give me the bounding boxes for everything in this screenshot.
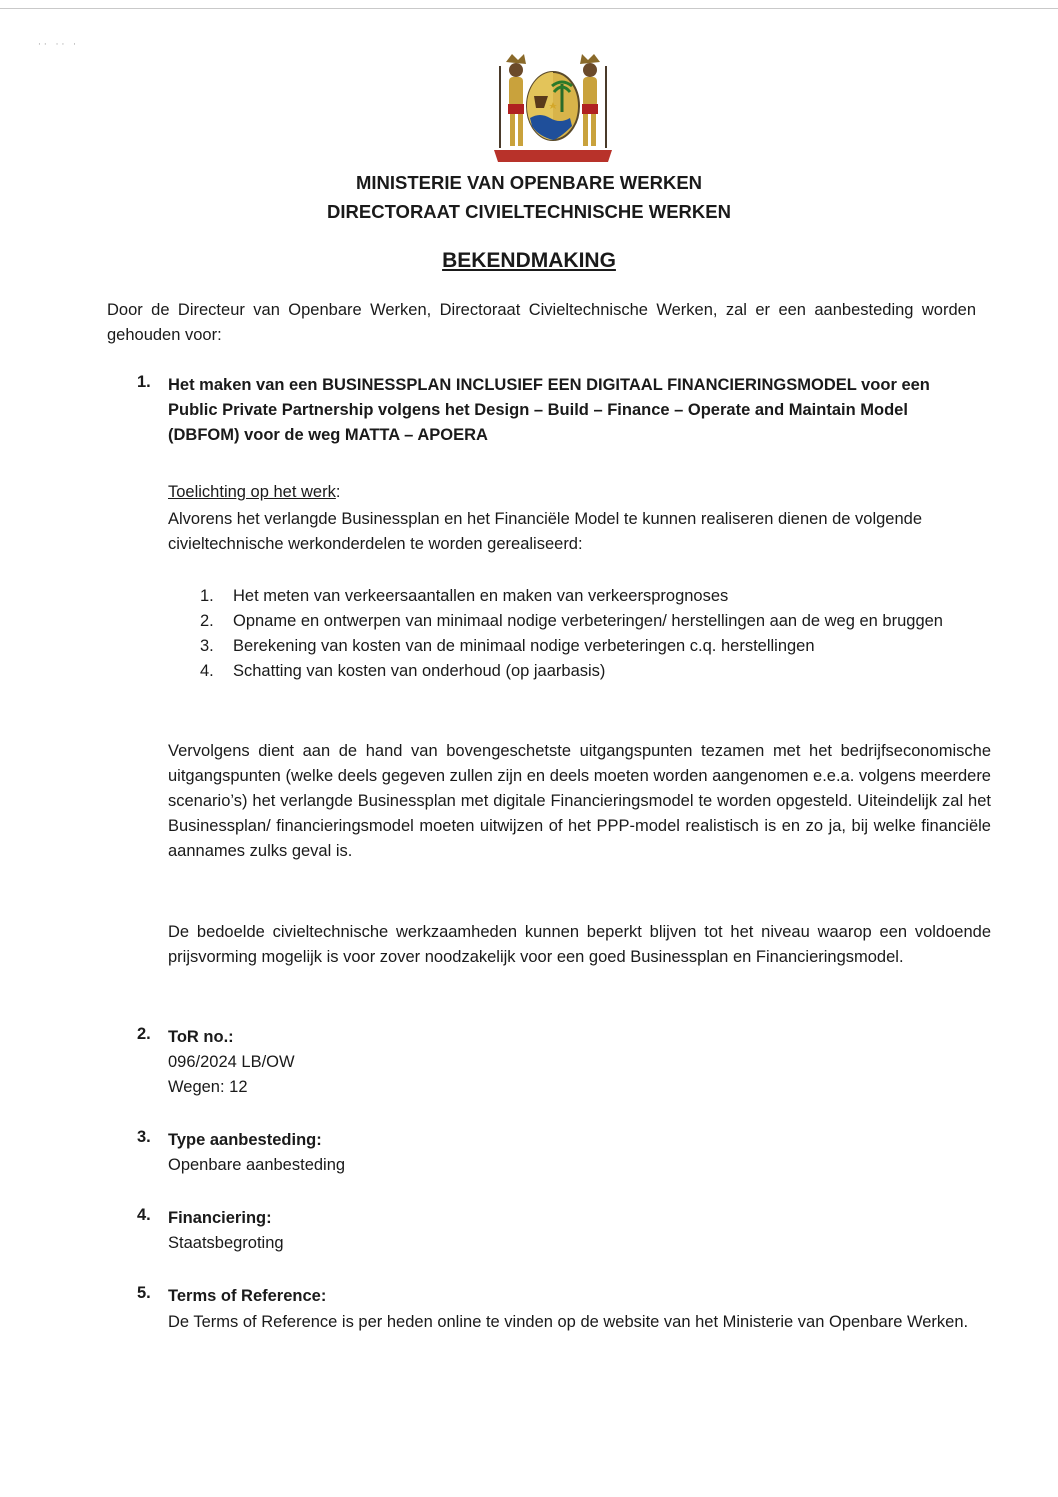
financing-label: Financiering: [168,1209,272,1227]
motto-banner [494,150,612,162]
right-supporter-figure [580,54,606,148]
tender-type-value: Openbare aanbesteding [168,1156,346,1174]
left-supporter-figure [500,54,526,148]
list-item-number: 3. [200,637,214,655]
terms-of-reference-text: De Terms of Reference is per heden online te vinden op de website van het Ministerie van Openbare Werken. [168,1313,969,1331]
scan-border-line [0,8,1058,9]
tor-roads: Wegen: 12 [168,1078,248,1096]
work-components-list [200,584,990,684]
list-item-number: 2. [200,612,214,630]
explanation-heading-colon: : [335,483,341,501]
list-item [200,609,990,634]
item-3-number: 3. [137,1128,151,1146]
list-item-text: Het meten van verkeersaantallen en maken van verkeersprognoses [233,587,729,605]
list-item-number: 1. [200,587,214,605]
tor-label: ToR no.: [168,1028,234,1046]
notice-title: BEKENDMAKING [442,249,616,272]
explanation-text: Alvorens het verlangde Businessplan en het Financiële Model te kunnen realiseren dienen de volgende civieltechnische werkonderdelen te worden gerealiseerd: [168,510,923,553]
ministry-title: MINISTERIE VAN OPENBARE WERKEN [355,172,703,193]
shield [527,72,579,140]
intro-paragraph: Door de Directeur van Openbare Werken, Directoraat Civieltechnische Werken, zal er een aanbesteding worden gehouden voor: [107,301,976,344]
explanation-heading-line [168,480,980,505]
coat-of-arms-emblem [488,48,618,166]
scope-paragraph: De bedoelde civieltechnische werkzaamheden kunnen beperkt blijven tot het niveau waarop een voldoende prijsvorming mogelijk is voor zover noodzakelijk voor een goed Businessplan en Financieringsmodel. [168,923,991,966]
list-item-text: Opname en ontwerpen van minimaal nodige verbeteringen/ herstellingen aan de weg en bruggen [233,612,943,630]
item-4-number: 4. [137,1206,151,1224]
list-item-text: Schatting van kosten van onderhoud (op jaarbasis) [233,662,606,680]
tor-number: 096/2024 LB/OW [168,1053,295,1071]
directorate-title: DIRECTORAAT CIVIELTECHNISCHE WERKEN [327,201,731,222]
tender-type-label: Type aanbesteding: [168,1131,322,1149]
explanation-heading: Toelichting op het werk [168,483,336,501]
item-5-number: 5. [137,1284,151,1302]
list-item [200,659,990,684]
scan-noise: ·· ·· · [38,40,80,50]
financing-value: Staatsbegroting [168,1234,284,1252]
business-plan-paragraph: Vervolgens dient aan de hand van bovengeschetste uitgangspunten tezamen met het bedrijfseconomische uitgangspunten (welke deels gegeven zullen zijn en deels moeten worden aangenomen e.e.a. volgens meerdere scenario’s) het verlangde Businessplan met digitale Financieringsmodel te worden opgesteld. Uiteindelijk zal het Businessplan/ financieringsmodel moeten uitwijzen of het PPP-model realistisch is en zo ja, bij welke financiële aannames zulks geval is. [168,742,991,860]
list-item-number: 4. [200,662,214,680]
list-item [200,584,990,609]
terms-of-reference-label: Terms of Reference: [168,1287,327,1305]
item-1-title: Het maken van een BUSINESSPLAN INCLUSIEF EEN DIGITAAL FINANCIERINGSMODEL voor een Public Private Partnership volgens het Design – Build – Finance – Operate and Maintain Model (DBFOM) voor de weg MATTA – APOERA [168,376,930,444]
item-1-number: 1. [137,373,151,391]
list-item [200,634,990,659]
list-item-text: Berekening van kosten van de minimaal nodige verbeteringen c.q. herstellingen [233,637,815,655]
item-2-number: 2. [137,1025,151,1043]
